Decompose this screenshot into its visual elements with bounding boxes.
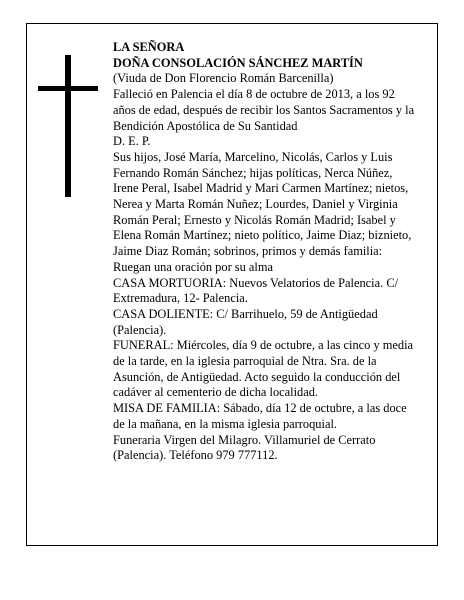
funeral-info: FUNERAL: Miércoles, día 9 de octubre, a las cinco y media de la tarde, en la iglesia parroquial de Ntra. Sra. de la Asunción, de Antigüedad. Acto seguido la conducción del cadáver al cementerio de dicha localidad. (113, 338, 414, 400)
rip-line: D. E. P. (113, 134, 151, 149)
heading-title: LA SEÑORA (113, 40, 185, 54)
funeral-home-info: Funeraria Virgen del Milagro. Villamuriel de Cerrato (Palencia). Teléfono 979 777112. (113, 432, 376, 463)
prayer-request: Ruegan una oración por su alma (113, 259, 273, 274)
mortuary-info: CASA MORTUORIA: Nuevos Velatorios de Palencia. C/ Extremadura, 12- Palencia. (113, 275, 399, 306)
death-paragraph: Falleció en Palencia el día 8 de octubre de 2013, a los 92 años de edad, después de recibir los Santos Sacramentos y la Bendición Apostólica de Su Santidad (113, 87, 415, 133)
cross-horizontal-bar (38, 86, 98, 91)
widow-line: (Viuda de Don Florencio Román Barcenilla) (113, 71, 334, 86)
cross-icon (38, 55, 98, 197)
obituary-text (113, 40, 415, 464)
family-paragraph: Sus hijos, José María, Marcelino, Nicolás, Carlos y Luis Fernando Román Sánchez; hijas políticas, Nerca Núñez, Irene Peral, Isabel Madrid y Mari Carmen Martínez; nietos, Nerea y Marta Román Nuñez; Lourdes, Daniel y Virginia Román Peral; Ernesto y Nicolás Román Madrid; Isabel y Elena Román Martínez; nieto político, Jaime Diaz; biznieto, Jaime Diaz Román; sobrinos, primos y demás familia: (113, 149, 412, 259)
family-mass-info: MISA DE FAMILIA: Sábado, día 12 de octubre, a las doce de la mañana, en la misma iglesia parroquial. (113, 401, 407, 431)
mourning-house-info: CASA DOLIENTE: C/ Barrihuelo, 59 de Antigüedad (Palencia). (113, 306, 378, 337)
cross-vertical-bar (65, 55, 71, 197)
deceased-name: DOÑA CONSOLACIÓN SÁNCHEZ MARTÍN (113, 55, 363, 70)
